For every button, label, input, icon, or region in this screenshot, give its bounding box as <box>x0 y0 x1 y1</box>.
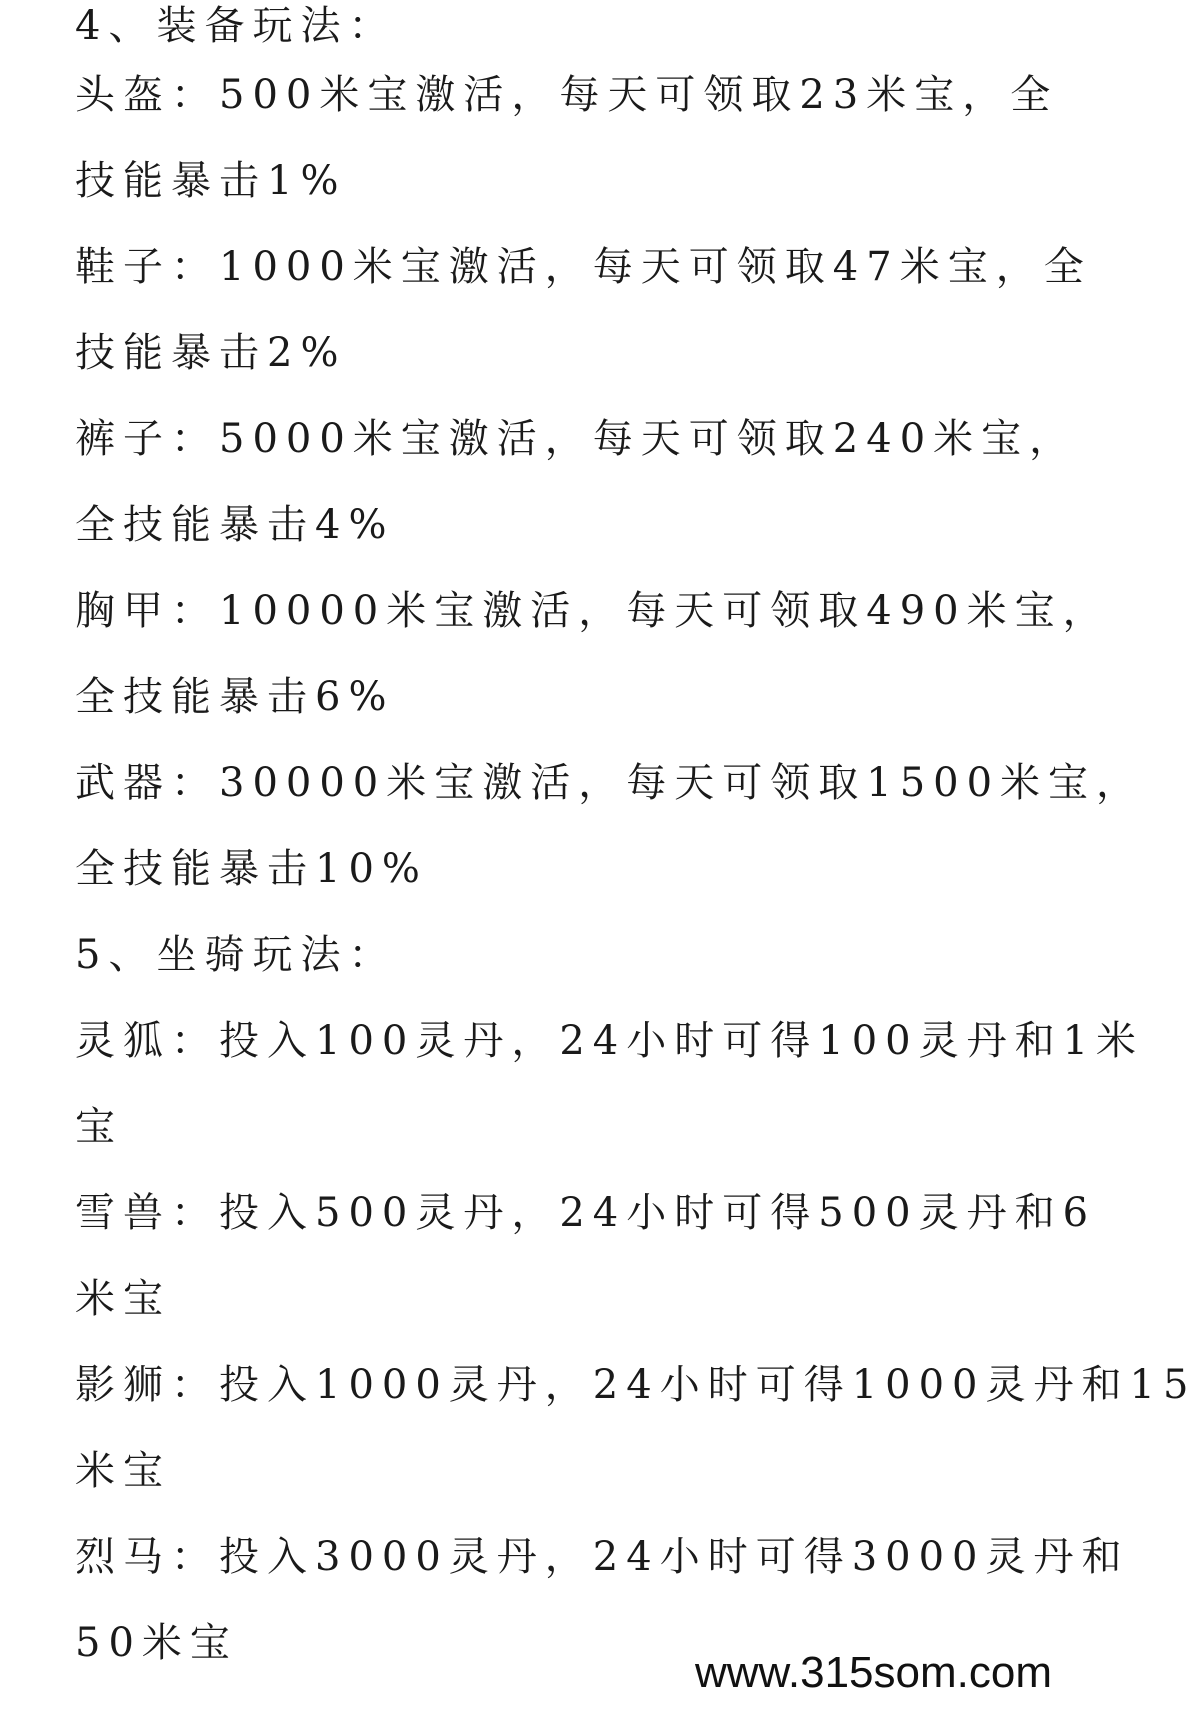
text-line-shadow-lion-cont: 米宝 <box>75 1448 171 1494</box>
text-line-chest-cont: 全技能暴击6% <box>75 674 395 720</box>
text-line-helmet-cont: 技能暴击1% <box>75 158 347 204</box>
document-body <box>75 0 1196 1686</box>
section-heading-equipment: 4、装备玩法： <box>75 3 397 49</box>
text-line-weapon-cont: 全技能暴击10% <box>75 846 428 892</box>
text-line-fox: 灵狐：投入100灵丹，24小时可得100灵丹和1米 <box>75 1018 1145 1064</box>
text-line-pants-cont: 全技能暴击4% <box>75 502 395 548</box>
text-line-chest: 胸甲：10000米宝激活，每天可领取490米宝， <box>75 588 1111 634</box>
section-heading-mount: 5、坐骑玩法： <box>75 932 397 978</box>
text-line-snow-beast: 雪兽：投入500灵丹，24小时可得500灵丹和6 <box>75 1190 1097 1236</box>
text-line-shoes: 鞋子：1000米宝激活，每天可领取47米宝，全 <box>75 244 1092 290</box>
text-line-fox-cont: 宝 <box>75 1104 123 1150</box>
text-line-weapon: 武器：30000米宝激活，每天可领取1500米宝， <box>75 760 1145 806</box>
text-line-horse: 烈马：投入3000灵丹，24小时可得3000灵丹和 <box>75 1534 1130 1580</box>
watermark-url: www.315som.com <box>694 1648 1052 1697</box>
text-line-pants: 裤子：5000米宝激活，每天可领取240米宝， <box>75 416 1078 462</box>
text-line-shadow-lion: 影狮：投入1000灵丹，24小时可得1000灵丹和15 <box>75 1362 1196 1408</box>
text-line-helmet: 头盔：500米宝激活，每天可领取23米宝，全 <box>75 72 1059 118</box>
text-line-shoes-cont: 技能暴击2% <box>75 330 347 376</box>
text-line-snow-beast-cont: 米宝 <box>75 1276 171 1322</box>
text-line-horse-cont: 50米宝 <box>75 1620 238 1666</box>
